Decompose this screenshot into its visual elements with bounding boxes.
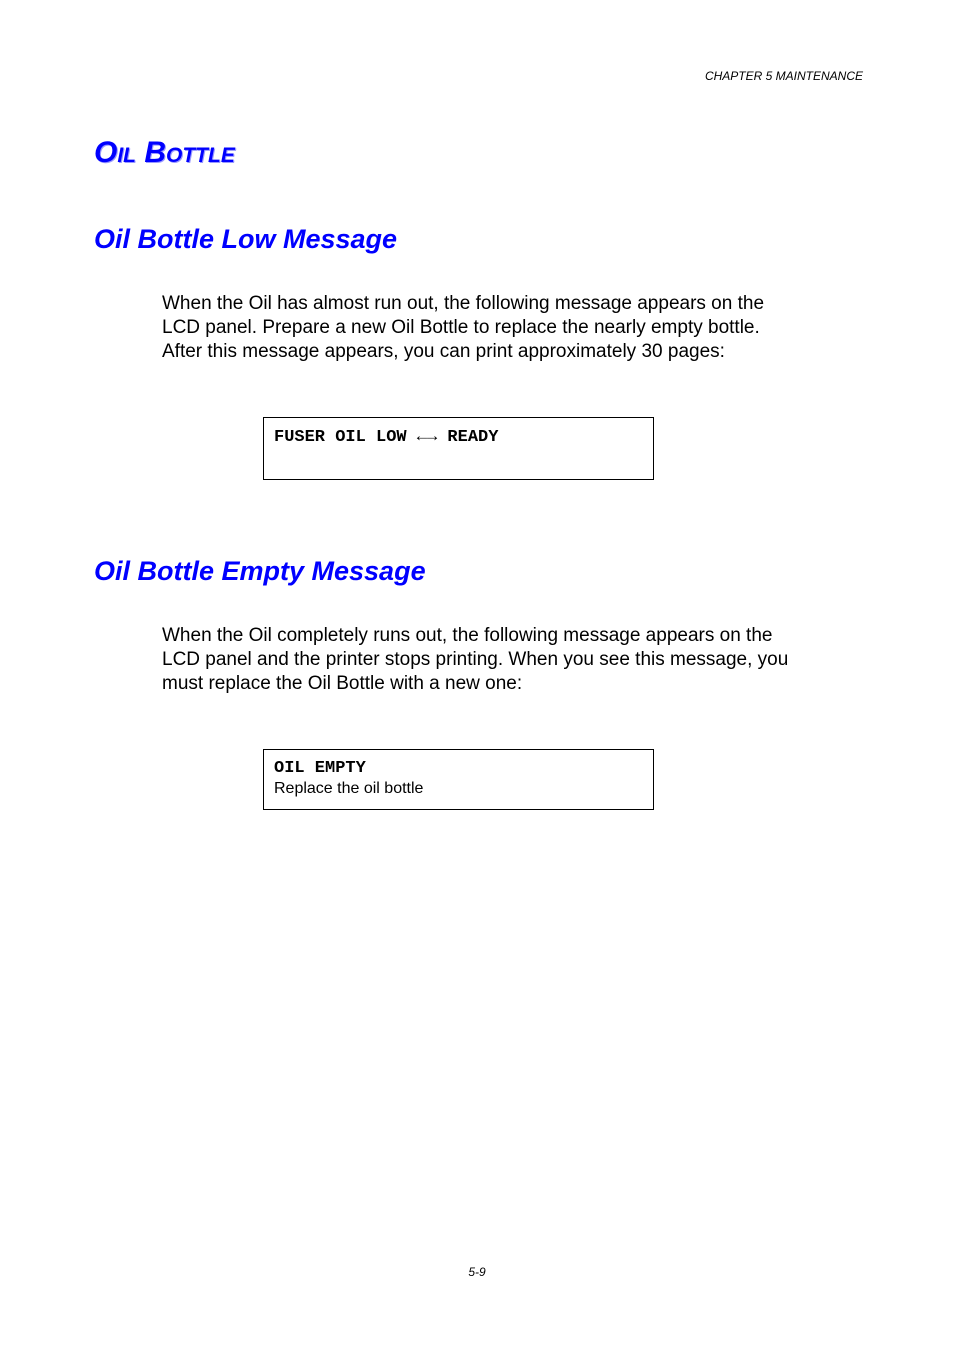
page-number: 5-9 <box>468 1265 486 1279</box>
paragraph-line: LCD panel. Prepare a new Oil Bottle to replace the nearly empty bottle. <box>162 317 760 338</box>
paragraph-line: When the Oil completely runs out, the following message appears on the <box>162 625 773 646</box>
low-message-paragraph <box>162 292 862 364</box>
lcd-line-1: FUSER OIL LOW ←→ READY <box>274 428 499 447</box>
paragraph-line: When the Oil has almost run out, the following message appears on the <box>162 293 765 314</box>
empty-message-heading: Oil Bottle Empty Message <box>94 556 426 586</box>
section-title: Oil Bottle <box>94 136 235 169</box>
paragraph-line: After this message appears, you can print approximately 30 pages: <box>162 341 725 362</box>
paragraph-line: LCD panel and the printer stops printing. When you see this message, you <box>162 649 789 670</box>
running-header: CHAPTER 5 MAINTENANCE <box>704 69 863 83</box>
lcd-line-1: OIL EMPTY <box>274 759 366 778</box>
low-message-heading: Oil Bottle Low Message <box>94 224 398 254</box>
lcd-display-empty <box>263 749 654 810</box>
lcd-line-2: Replace the oil bottle <box>274 780 424 797</box>
empty-message-paragraph <box>162 624 862 696</box>
lcd-display-low <box>263 417 654 480</box>
paragraph-line: must replace the Oil Bottle with a new one: <box>162 673 523 694</box>
